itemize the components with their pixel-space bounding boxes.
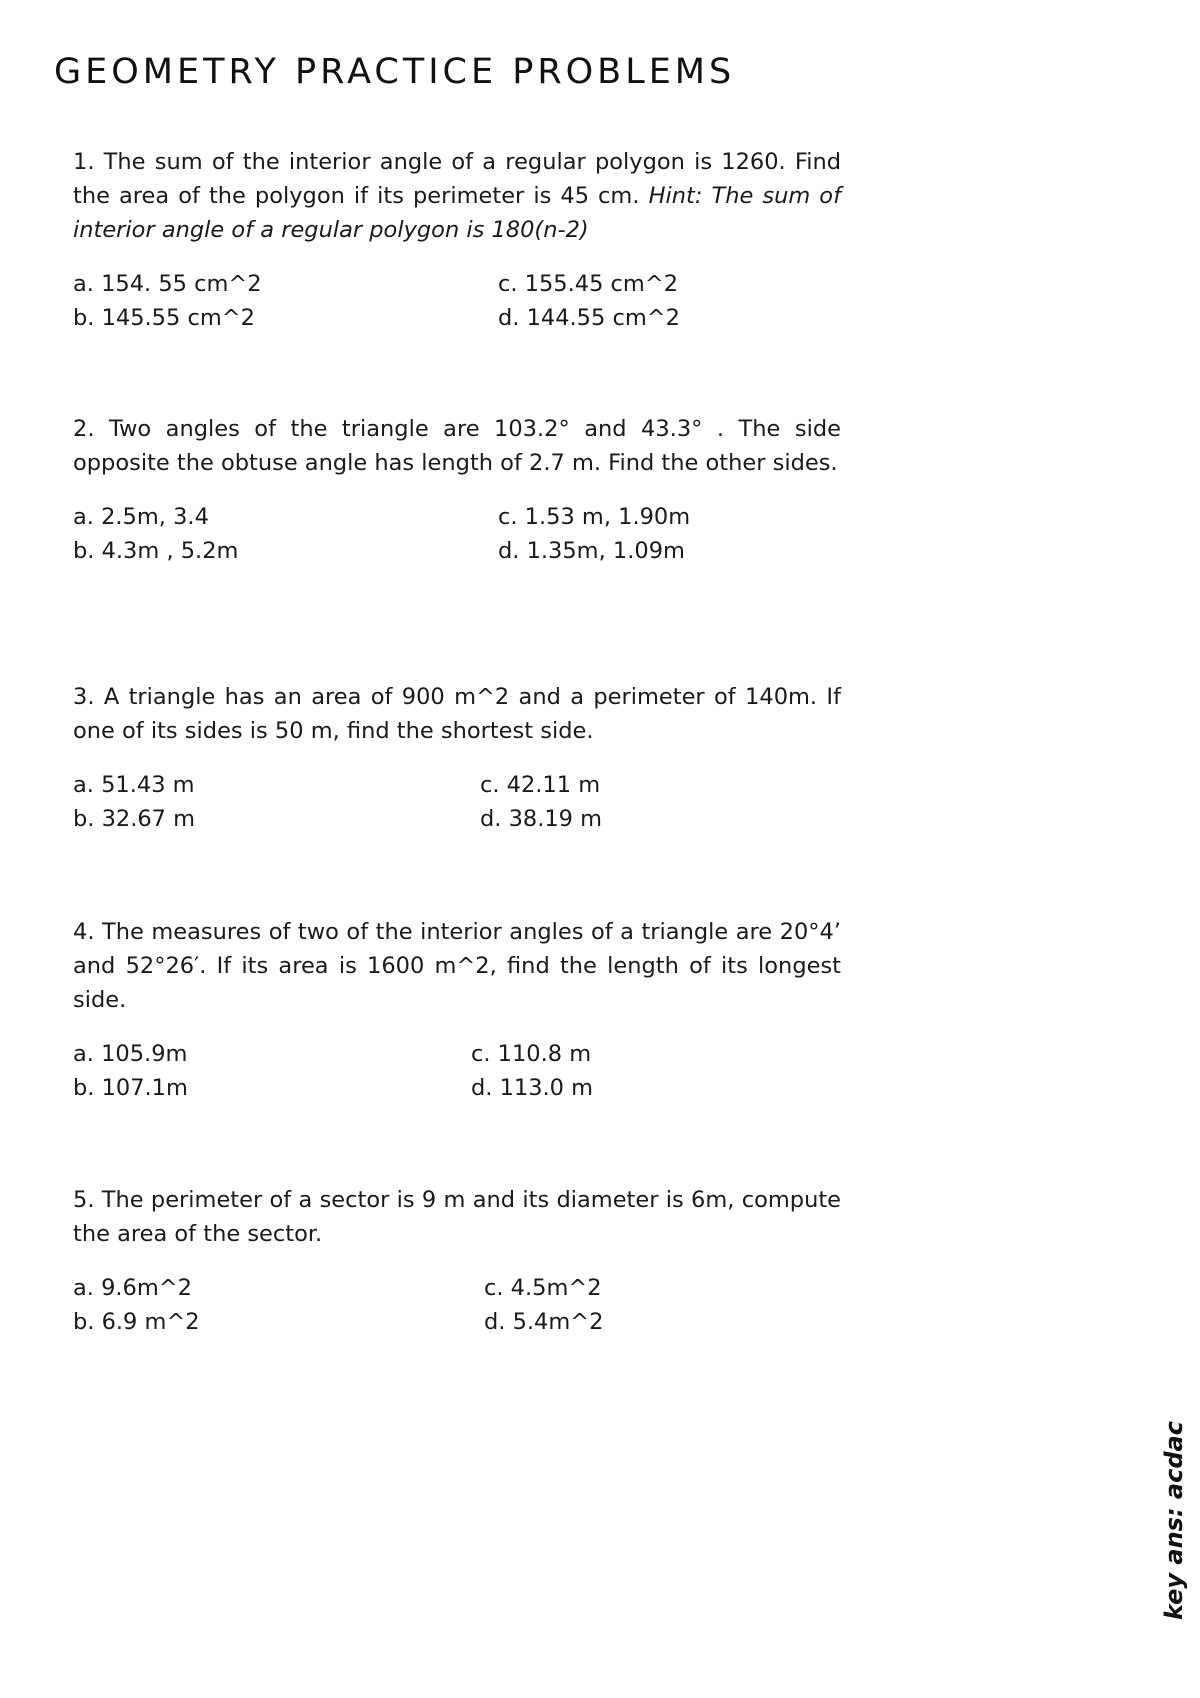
question-text: 2. Two angles of the triangle are 103.2° and 43.3° . The side opposite the obtuse angle has length of 2.7 m. Find the other sides. <box>73 416 841 476</box>
question-1 <box>73 145 841 335</box>
option-a: a. 105.9m <box>73 1041 188 1067</box>
question-5 <box>73 1183 841 1339</box>
answer-key: key ans: acdac <box>1160 1421 1188 1620</box>
option-b: b. 32.67 m <box>73 806 196 832</box>
answer-choices <box>73 768 841 836</box>
question-stem: 1. The sum of the interior angle of a regular polygon is 1260. Find the area of the polygon if its perimeter is 45 cm. <box>73 149 841 209</box>
option-c: c. 155.45 cm^2 <box>498 271 679 297</box>
question-text <box>73 145 841 247</box>
option-b: b. 4.3m , 5.2m <box>73 538 239 564</box>
option-a: a. 51.43 m <box>73 772 195 798</box>
option-c: c. 4.5m^2 <box>484 1275 602 1301</box>
question-2 <box>73 412 841 568</box>
answer-choices <box>73 1271 841 1339</box>
option-a: a. 2.5m, 3.4 <box>73 504 209 530</box>
option-d: d. 113.0 m <box>471 1075 594 1101</box>
option-b: b. 145.55 cm^2 <box>73 305 255 331</box>
option-a: a. 9.6m^2 <box>73 1275 192 1301</box>
question-4 <box>73 915 841 1105</box>
question-3 <box>73 680 841 836</box>
option-d: d. 1.35m, 1.09m <box>498 538 685 564</box>
answer-choices <box>73 500 841 568</box>
page-title: GEOMETRY PRACTICE PROBLEMS <box>54 52 736 92</box>
question-hint: Hint: The sum of interior angle of a regular polygon is 180(n-2) <box>73 183 841 243</box>
option-a: a. 154. 55 cm^2 <box>73 271 262 297</box>
option-b: b. 107.1m <box>73 1075 188 1101</box>
question-text: 5. The perimeter of a sector is 9 m and its diameter is 6m, compute the area of the sector. <box>73 1187 841 1247</box>
option-c: c. 110.8 m <box>471 1041 592 1067</box>
question-text: 4. The measures of two of the interior angles of a triangle are 20°4’ and 52°26′. If its area is 1600 m^2, find the length of its longest side. <box>73 919 841 1013</box>
question-text: 3. A triangle has an area of 900 m^2 and a perimeter of 140m. If one of its sides is 50 m, find the shortest side. <box>73 684 841 744</box>
answer-choices <box>73 267 841 335</box>
option-b: b. 6.9 m^2 <box>73 1309 200 1335</box>
option-d: d. 38.19 m <box>480 806 603 832</box>
answer-choices <box>73 1037 841 1105</box>
option-d: d. 144.55 cm^2 <box>498 305 680 331</box>
option-c: c. 42.11 m <box>480 772 601 798</box>
option-c: c. 1.53 m, 1.90m <box>498 504 691 530</box>
option-d: d. 5.4m^2 <box>484 1309 604 1335</box>
